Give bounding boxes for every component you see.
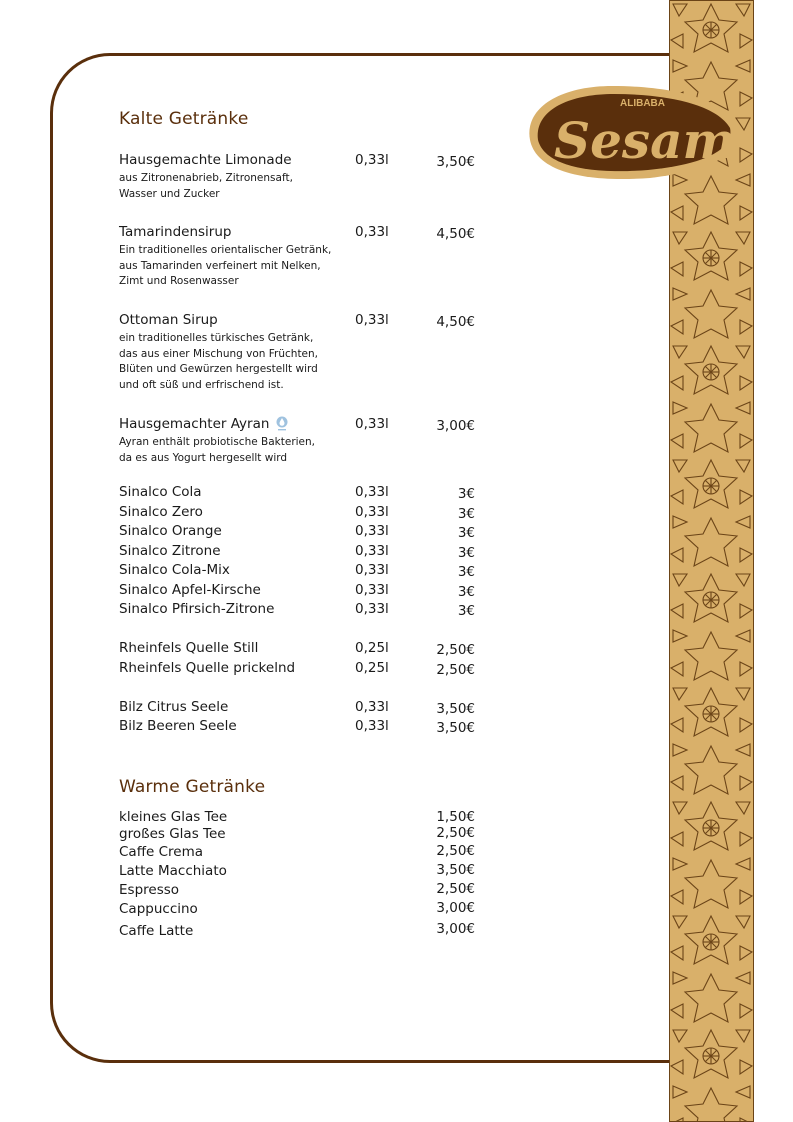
item-volume: 0,33l <box>355 562 389 578</box>
item-name: Tamarindensirup <box>119 224 232 240</box>
desc-line: Ayran enthält probiotische Bakterien, <box>119 436 316 448</box>
menu-item <box>119 504 479 524</box>
item-name: Cappuccino <box>119 901 198 917</box>
item-description <box>119 331 359 393</box>
item-price: 3,50€ <box>436 720 475 736</box>
brand-main: Sesam <box>554 111 736 170</box>
item-price: 3€ <box>457 486 475 502</box>
item-price: 4,50€ <box>436 226 475 242</box>
item-volume: 0,33l <box>355 523 389 539</box>
menu-item <box>119 484 479 504</box>
brand-logo <box>520 78 745 183</box>
menu-item <box>119 863 479 883</box>
menu-item <box>119 523 479 543</box>
item-name: kleines Glas Tee <box>119 809 228 825</box>
probiotic-drop-icon <box>275 416 289 432</box>
item-name: Rheinfels Quelle Still <box>119 640 259 656</box>
item-price: 3,50€ <box>436 701 475 717</box>
item-name: Bilz Citrus Seele <box>119 699 229 715</box>
item-volume: 0,33l <box>355 224 389 240</box>
item-volume: 0,33l <box>355 312 389 328</box>
item-description <box>119 243 359 290</box>
item-description <box>119 435 359 466</box>
item-price: 2,50€ <box>436 825 475 841</box>
desc-line: und oft süß und erfrischend ist. <box>119 378 284 391</box>
menu-item <box>119 826 479 846</box>
item-name: großes Glas Tee <box>119 826 226 842</box>
item-price: 3€ <box>457 525 475 541</box>
menu-item <box>119 601 479 621</box>
item-price: 3€ <box>457 545 475 561</box>
menu-item <box>119 543 479 563</box>
item-volume: 0,25l <box>355 640 389 656</box>
desc-line: aus Tamarinden verfeinert mit Nelken, <box>119 259 321 272</box>
item-name: Hausgemachte Limonade <box>119 152 292 168</box>
item-name: Caffe Crema <box>119 844 204 860</box>
item-volume: 0,33l <box>355 718 389 734</box>
item-volume: 0,33l <box>355 484 389 500</box>
item-volume: 0,33l <box>355 601 389 617</box>
item-price: 3,50€ <box>436 154 475 170</box>
item-price: 3€ <box>457 584 475 600</box>
item-description <box>119 171 359 202</box>
desc-line: Ein traditionelles orientalischer Getränk, <box>119 244 332 256</box>
item-price: 3€ <box>457 506 475 522</box>
menu-item <box>119 312 479 332</box>
desc-line: da es aus Yogurt hergesellt wird <box>119 451 288 464</box>
item-price: 3,00€ <box>436 921 475 937</box>
menu-item <box>119 224 479 244</box>
menu-item <box>119 844 479 864</box>
item-volume: 0,33l <box>355 152 389 168</box>
item-price: 4,50€ <box>436 314 475 330</box>
item-name: Caffe Latte <box>119 923 194 939</box>
item-volume: 0,33l <box>355 699 389 715</box>
item-name: Ottoman Sirup <box>119 312 218 328</box>
item-price: 3,00€ <box>436 900 475 916</box>
menu-item <box>119 660 479 680</box>
menu-item <box>119 582 479 602</box>
item-name: Sinalco Cola-Mix <box>119 562 230 578</box>
item-price: 2,50€ <box>436 662 475 678</box>
desc-line: Wasser und Zucker <box>119 187 220 200</box>
item-name: Espresso <box>119 882 180 898</box>
item-name: Sinalco Apfel-Kirsche <box>119 582 261 598</box>
desc-line: das aus einer Mischung von Früchten, <box>119 347 319 360</box>
item-name: Sinalco Orange <box>119 523 222 539</box>
item-price: 2,50€ <box>436 881 475 897</box>
item-price: 3€ <box>457 603 475 619</box>
menu-item <box>119 152 479 172</box>
desc-line: aus Zitronenabrieb, Zitronensaft, <box>119 172 293 184</box>
item-volume: 0,33l <box>355 504 389 520</box>
item-volume: 0,33l <box>355 416 389 432</box>
item-price: 3€ <box>457 564 475 580</box>
menu-item <box>119 718 479 738</box>
menu-item <box>119 699 479 719</box>
item-name-wrap <box>119 416 289 432</box>
desc-line: Blüten und Gewürzen hergestellt wird <box>119 363 318 375</box>
menu-item <box>119 562 479 582</box>
cold-drinks-title: Kalte Getränke <box>119 109 249 129</box>
desc-line: ein traditionelles türkisches Getränk, <box>119 332 314 344</box>
item-name: Sinalco Zero <box>119 504 203 520</box>
item-name: Sinalco Cola <box>119 484 202 500</box>
menu-item <box>119 640 479 660</box>
item-name: Sinalco Pfirsich-Zitrone <box>119 601 275 617</box>
menu-item <box>119 416 479 436</box>
item-name: Hausgemachter Ayran <box>119 416 270 432</box>
item-price: 3,50€ <box>436 862 475 878</box>
desc-line: Zimt und Rosenwasser <box>119 275 239 287</box>
item-name: Rheinfels Quelle prickelnd <box>119 660 296 676</box>
menu-item <box>119 901 479 921</box>
item-name: Bilz Beeren Seele <box>119 718 237 734</box>
brand-small: ALIBABA <box>620 98 665 109</box>
menu-item <box>119 923 479 943</box>
item-volume: 0,33l <box>355 582 389 598</box>
item-name: Sinalco Zitrone <box>119 543 221 559</box>
item-volume: 0,33l <box>355 543 389 559</box>
menu-item <box>119 882 479 902</box>
item-price: 2,50€ <box>436 843 475 859</box>
warm-drinks-title: Warme Getränke <box>119 777 266 797</box>
item-name: Latte Macchiato <box>119 863 227 879</box>
item-price: 3,00€ <box>436 418 475 434</box>
item-price: 2,50€ <box>436 642 475 658</box>
item-price: 1,50€ <box>436 809 475 825</box>
item-volume: 0,25l <box>355 660 389 676</box>
